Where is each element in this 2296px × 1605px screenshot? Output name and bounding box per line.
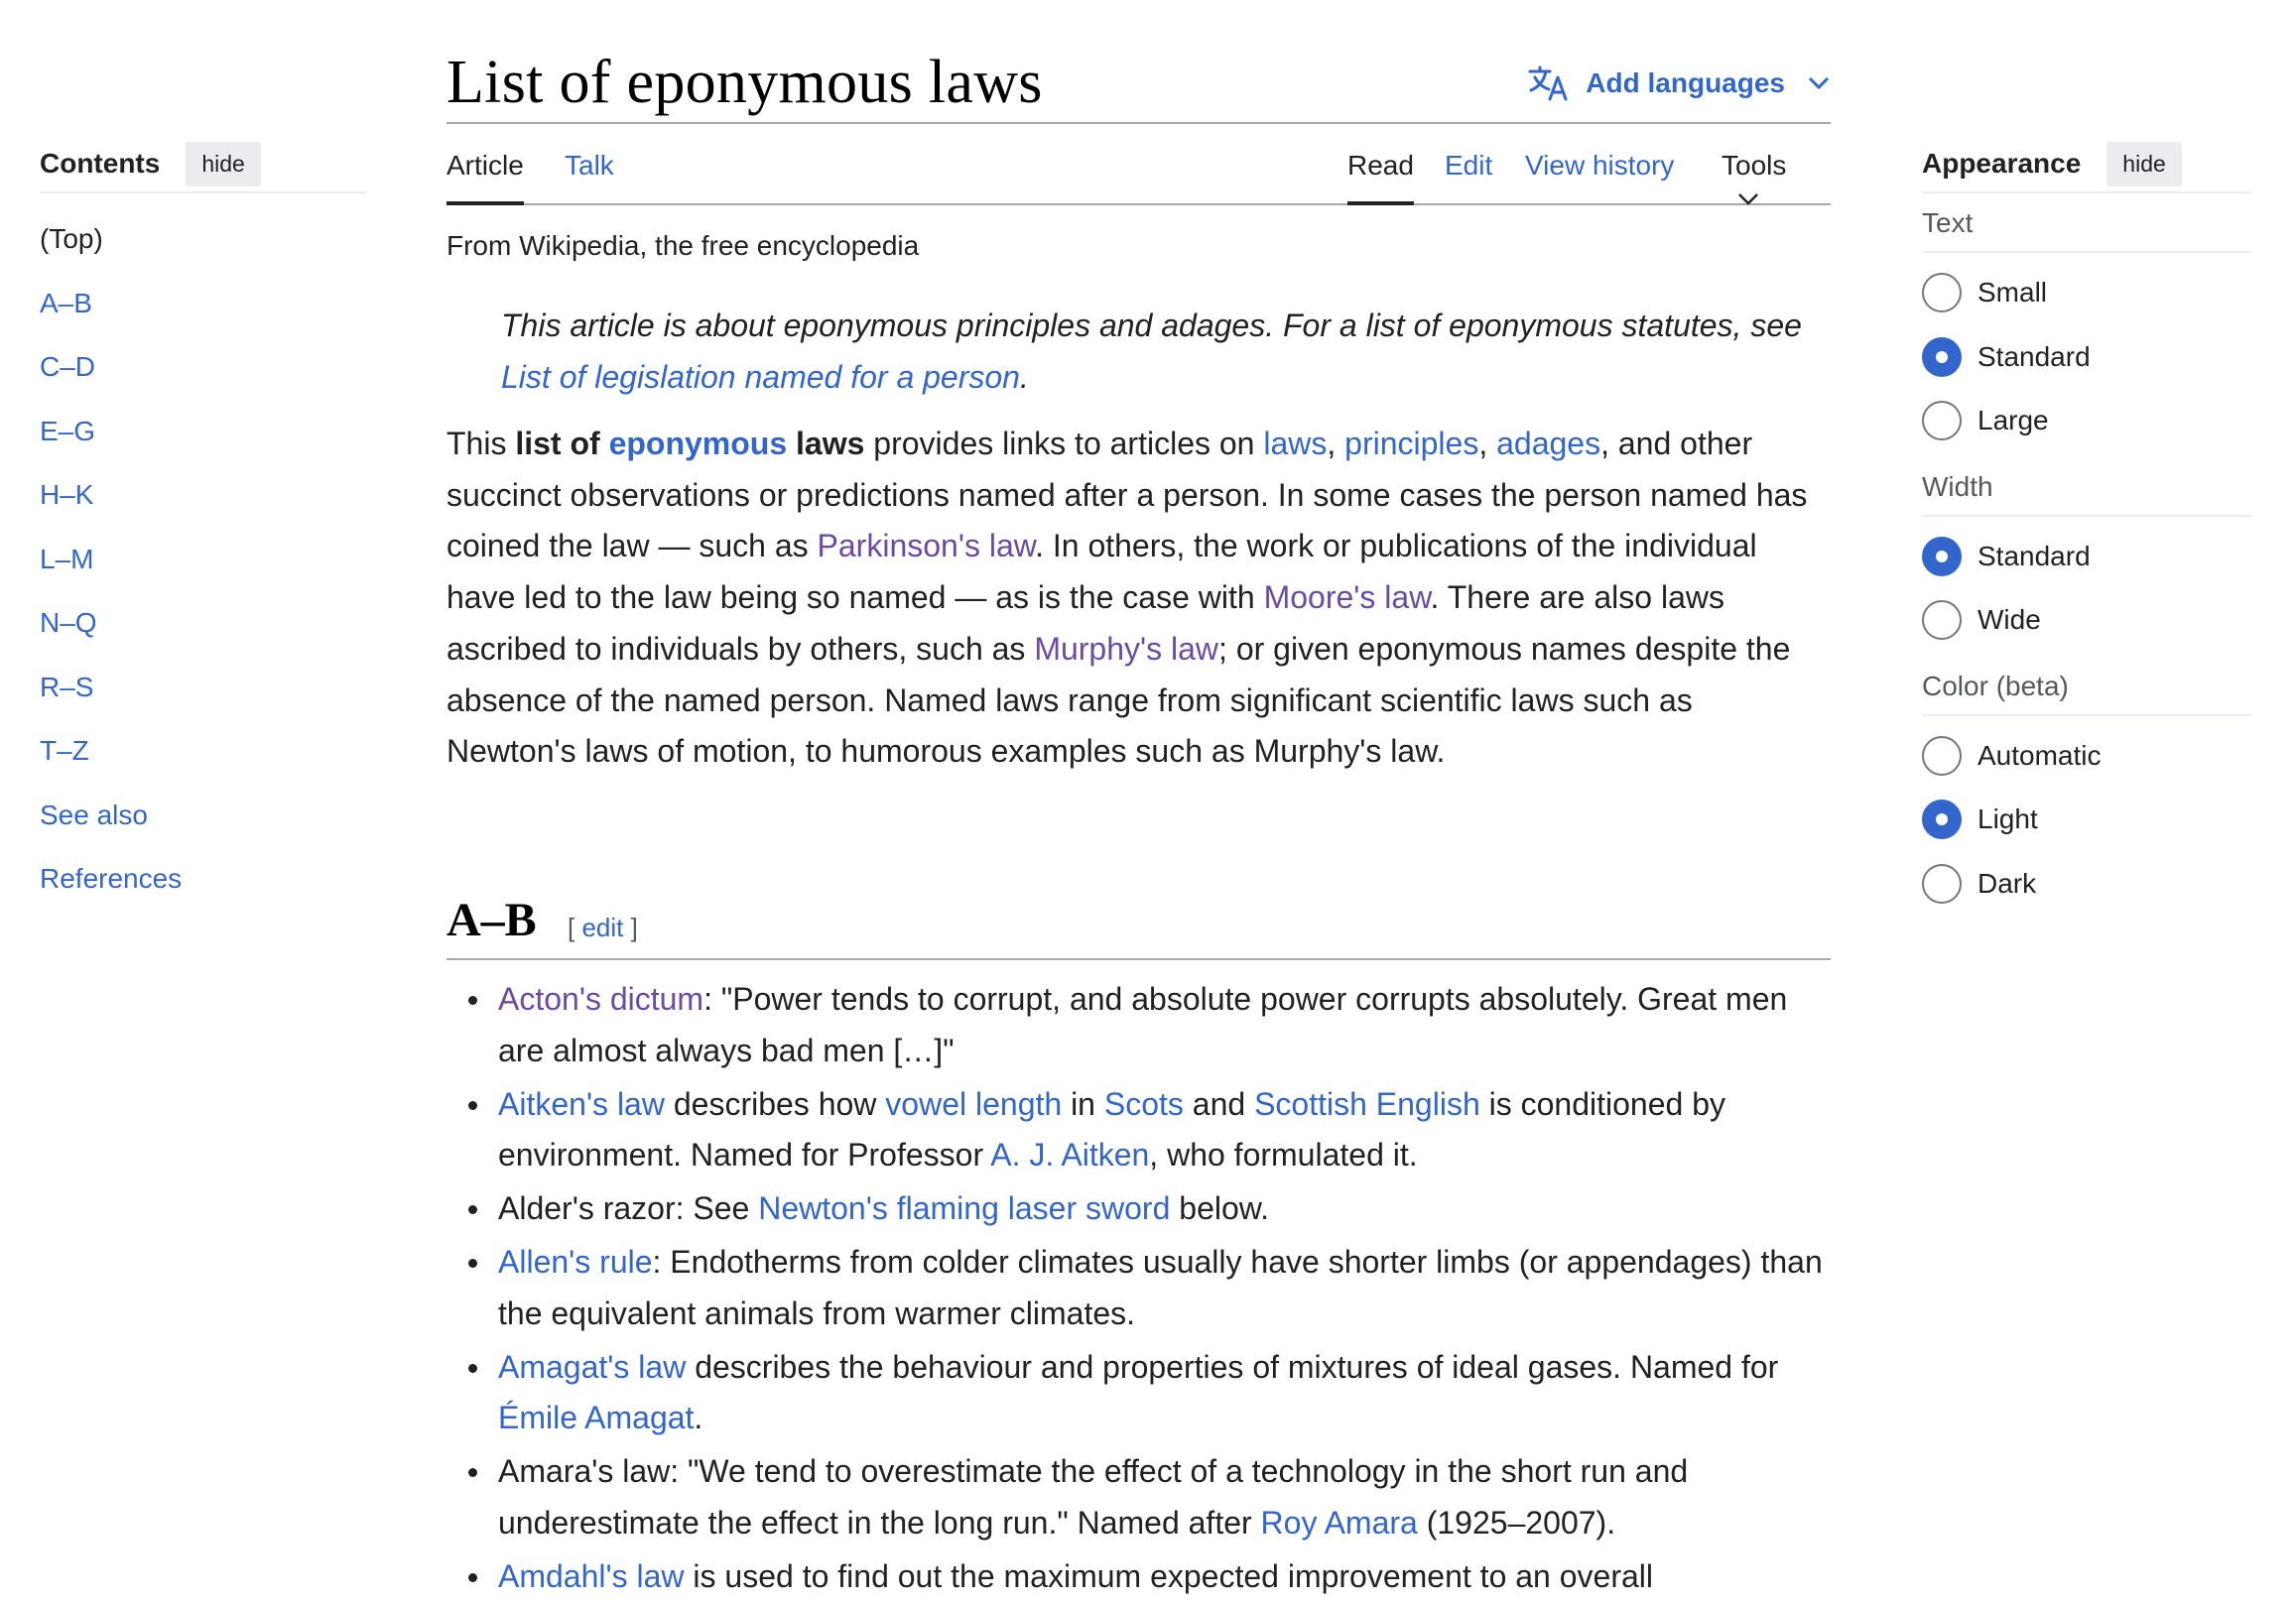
radio-button[interactable]	[1922, 864, 1962, 904]
section-edit	[568, 913, 638, 943]
radio-text-standard[interactable]	[1922, 325, 2251, 390]
entry-text: describes how	[664, 1085, 886, 1122]
toc-item-top[interactable]: (Top)	[40, 223, 103, 255]
intro-paragraph	[446, 419, 1831, 778]
tab-edit[interactable]: Edit	[1445, 150, 1493, 181]
link-parkinsons-law[interactable]: Parkinson's law	[817, 528, 1036, 564]
entry-text: describes the behaviour and properties of mixtures of ideal gases. Named for	[686, 1348, 1779, 1385]
radio-text-large[interactable]	[1922, 389, 2251, 453]
link-moores-law[interactable]: Moore's law	[1263, 579, 1431, 616]
main-content	[446, 0, 1831, 1594]
intro-bold: laws	[787, 426, 865, 461]
radio-label: Standard	[1977, 540, 2091, 571]
entry-link[interactable]: A. J. Aitken	[990, 1137, 1150, 1173]
color-group-title: Color (beta)	[1922, 657, 2251, 716]
tab-tools[interactable]	[1722, 150, 1831, 203]
tab-tools-label: Tools	[1722, 150, 1787, 181]
entry-text: , who formulated it.	[1149, 1137, 1418, 1173]
toc-hide-button[interactable]: hide	[186, 142, 260, 186]
entry-text: : Endotherms from colder climates usually have shorter limbs (or appendages) than the equivalent animals from warmer climates.	[498, 1244, 1823, 1331]
entry-link[interactable]: Allen's rule	[498, 1244, 653, 1281]
section-heading-a-b	[446, 883, 1831, 960]
intro-text: This	[446, 426, 516, 461]
entry-link[interactable]: Scots	[1103, 1085, 1184, 1122]
tab-talk[interactable]: Talk	[565, 150, 614, 181]
intro-text: . There are also laws ascribed to individuals by others, such as	[446, 579, 1724, 667]
section-title: A–B	[446, 894, 537, 946]
intro-text: ,	[1327, 426, 1345, 461]
toc-title: Contents	[40, 148, 161, 179]
toc-list	[40, 207, 367, 912]
hatnote	[501, 300, 1831, 403]
entry-link[interactable]: Émile Amagat	[498, 1400, 695, 1436]
edit-bracket: [	[568, 913, 582, 942]
tab-read[interactable]: Read	[1347, 150, 1414, 205]
entry-link[interactable]: Amdahl's law	[498, 1557, 685, 1594]
entry-link[interactable]: Amagat's law	[498, 1348, 687, 1385]
toc-item-l-m[interactable]: L–M	[40, 543, 94, 574]
hatnote-text: This article is about eponymous principles and adages. For a list of eponymous statutes, see	[501, 308, 1802, 343]
width-group-title: Width	[1922, 457, 2251, 517]
entry-text: is conditioned by environment. Named for Professor	[498, 1085, 1725, 1173]
link-eponymous[interactable]: eponymous	[608, 426, 788, 461]
toc-item-see-also[interactable]: See also	[40, 799, 148, 830]
toc-item-n-q[interactable]: N–Q	[40, 607, 97, 639]
link-murphys-law[interactable]: Murphy's law	[1034, 630, 1219, 667]
radio-button[interactable]	[1922, 800, 1962, 839]
add-languages-button[interactable]	[1528, 65, 1831, 101]
radio-text-small[interactable]	[1922, 261, 2251, 325]
table-of-contents	[40, 144, 367, 912]
title-row	[446, 0, 1831, 124]
radio-button[interactable]	[1922, 273, 1962, 312]
list-item	[446, 1183, 1831, 1235]
tab-article[interactable]: Article	[446, 150, 524, 205]
hatnote-end: .	[1019, 359, 1029, 395]
radio-label: Small	[1977, 277, 2048, 309]
entry-text: in	[1062, 1085, 1104, 1122]
toc-item-h-k[interactable]: H–K	[40, 479, 94, 511]
list-item	[446, 1237, 1831, 1339]
intro-bold: list of	[515, 426, 609, 461]
entry-link[interactable]: Newton's flaming laser sword	[758, 1190, 1171, 1227]
appearance-hide-button[interactable]: hide	[2106, 142, 2181, 186]
chevron-down-icon	[1807, 75, 1831, 91]
radio-color-automatic[interactable]	[1922, 724, 2251, 789]
list-item	[446, 1446, 1831, 1548]
entry-text: (1925–2007).	[1417, 1504, 1616, 1541]
width-group	[1922, 457, 2251, 653]
intro-text: . In others, the work or publications of the individual have led to the law being so named — as is the case with	[446, 528, 1757, 616]
radio-label: Standard	[1977, 340, 2091, 372]
translate-icon	[1528, 65, 1570, 101]
radio-button[interactable]	[1922, 537, 1962, 576]
entry-link[interactable]: Aitken's law	[498, 1085, 665, 1122]
radio-width-wide[interactable]	[1922, 588, 2251, 653]
list-item	[446, 974, 1831, 1076]
text-size-group	[1922, 193, 2251, 453]
link-laws[interactable]: laws	[1263, 426, 1328, 461]
radio-button[interactable]	[1922, 337, 1962, 377]
radio-color-light[interactable]	[1922, 788, 2251, 852]
entry-link[interactable]: Acton's dictum	[498, 981, 704, 1017]
toc-item-a-b[interactable]: A–B	[40, 287, 92, 318]
radio-label: Large	[1977, 405, 2049, 436]
intro-text: ; or given eponymous names despite the absence of the named person. Named laws range from significant scientific laws such as Newton's laws of motion, to humorous examples such as Murphy's law.	[446, 630, 1791, 770]
toc-item-c-d[interactable]: C–D	[40, 351, 96, 383]
radio-label: Automatic	[1977, 739, 2102, 771]
radio-label: Dark	[1977, 867, 2037, 899]
entry-link[interactable]: Roy Amara	[1260, 1504, 1418, 1541]
add-languages-label: Add languages	[1586, 67, 1785, 98]
appearance-header	[1922, 144, 2251, 193]
radio-label: Wide	[1977, 604, 2041, 636]
entry-text: : "Power tends to corrupt, and absolute power corrupts absolutely. Great men are almost always bad men […]"	[498, 981, 1788, 1068]
link-principles[interactable]: principles	[1344, 426, 1479, 461]
hatnote-link[interactable]: List of legislation named for a person	[501, 359, 1020, 395]
appearance-title: Appearance	[1922, 148, 2082, 179]
radio-width-standard[interactable]	[1922, 525, 2251, 589]
intro-text: , and other succinct observations or predictions named after a person. In some cases the person named has coined the law — such as	[446, 426, 1808, 564]
entry-text: is used to find out the maximum expected improvement to an overall	[684, 1557, 1653, 1594]
tagline: From Wikipedia, the free encyclopedia	[446, 230, 920, 261]
entry-link[interactable]: vowel length	[885, 1085, 1063, 1122]
entry-text: and	[1183, 1085, 1255, 1122]
radio-button[interactable]	[1922, 736, 1962, 776]
appearance-panel	[1922, 144, 2251, 920]
list-item	[446, 1342, 1831, 1444]
entry-text: .	[694, 1400, 703, 1436]
entry-text: Alder's razor: See	[498, 1190, 759, 1227]
link-adages[interactable]: adages	[1496, 426, 1601, 461]
toc-item-r-s[interactable]: R–S	[40, 671, 94, 702]
edit-bracket: ]	[623, 913, 638, 942]
entry-text: Amara's law: "We tend to overestimate the effect of a technology in the short run and underestimate the effect in the long run." Named after	[498, 1453, 1689, 1541]
tab-view-history[interactable]: View history	[1525, 150, 1675, 181]
intro-text: ,	[1478, 426, 1497, 461]
section-edit-link[interactable]: edit	[581, 913, 624, 942]
intro-text: provides links to articles on	[864, 426, 1264, 461]
radio-button[interactable]	[1922, 600, 1962, 640]
radio-button[interactable]	[1922, 401, 1962, 440]
page-title: List of eponymous laws	[446, 49, 1043, 116]
toc-header	[40, 144, 367, 193]
radio-color-dark[interactable]	[1922, 852, 2251, 917]
chevron-down-icon	[1737, 192, 1759, 206]
list-item	[446, 1551, 1831, 1603]
page-tabs	[446, 124, 1831, 205]
toc-item-t-z[interactable]: T–Z	[40, 735, 89, 767]
entries-list	[446, 974, 1831, 1605]
radio-label: Light	[1977, 803, 2038, 835]
text-group-title: Text	[1922, 193, 2251, 253]
entry-link[interactable]: Scottish English	[1254, 1085, 1480, 1122]
toc-item-references[interactable]: References	[40, 863, 183, 895]
list-item	[446, 1079, 1831, 1181]
toc-item-e-g[interactable]: E–G	[40, 415, 96, 446]
entry-text: below.	[1170, 1190, 1269, 1227]
color-group	[1922, 657, 2251, 917]
